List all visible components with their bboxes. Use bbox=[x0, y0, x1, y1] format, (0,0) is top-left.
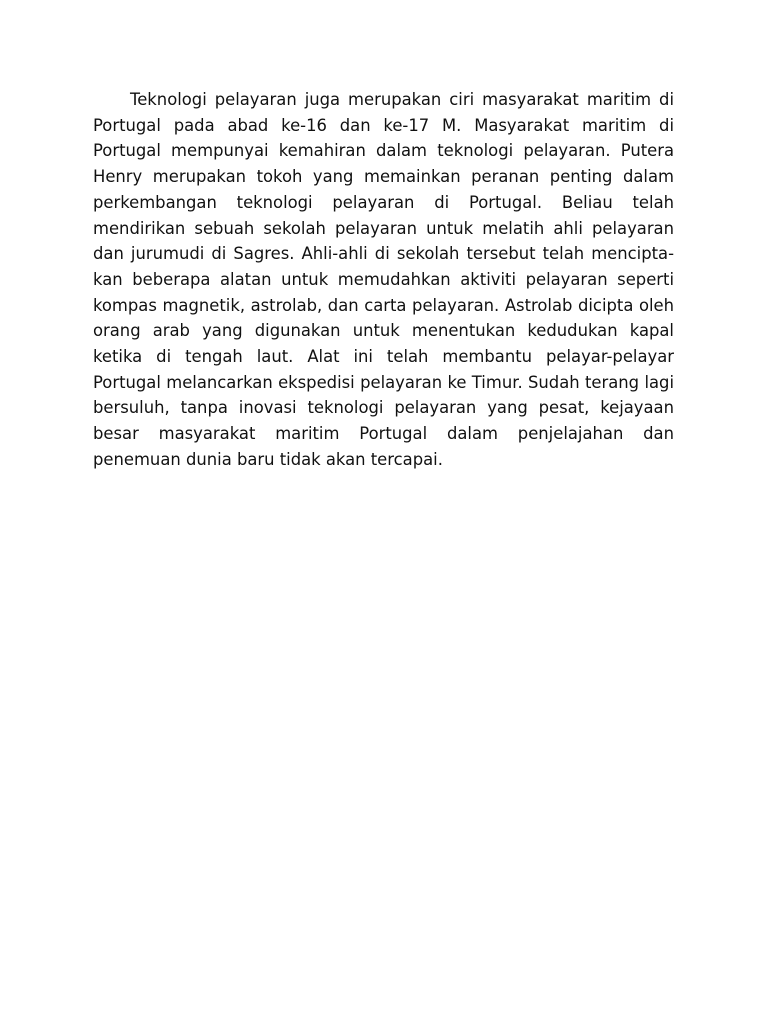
body-paragraph: Teknologi pelayaran juga merupakan ciri masyarakat maritim di Portugal pada abad ke-16 dan ke-17 M. Masyarakat maritim di Portugal mempunyai kemahiran dalam teknologi pelayaran. Putera Henry merupakan tokoh yang memainkan peranan penting dalam perkembangan teknologi pelayaran di Portugal. Beliau telah mendirikan sebuah sekolah pelayaran untuk melatih ahli pelayaran dan jurumudi di Sagres. Ahli-ahli di sekolah tersebut telah menciptakan beberapa alatan untuk memudahkan aktiviti pelayaran seperti kompas magnetik, astrolab, dan carta pelayaran. Astrolab dicipta oleh orang arab yang digunakan untuk menentukan kedudukan kapal ketika di tengah laut. Alat ini telah membantu pelayar-pelayar Portugal melancarkan ekspedisi pelayaran ke Timur. Sudah terang lagi bersuluh, tanpa inovasi teknologi pelayaran yang pesat, kejayaan besar masyarakat maritim Portugal dalam penjelajahan dan penemuan dunia baru tidak akan tercapai. bbox=[93, 90, 674, 469]
